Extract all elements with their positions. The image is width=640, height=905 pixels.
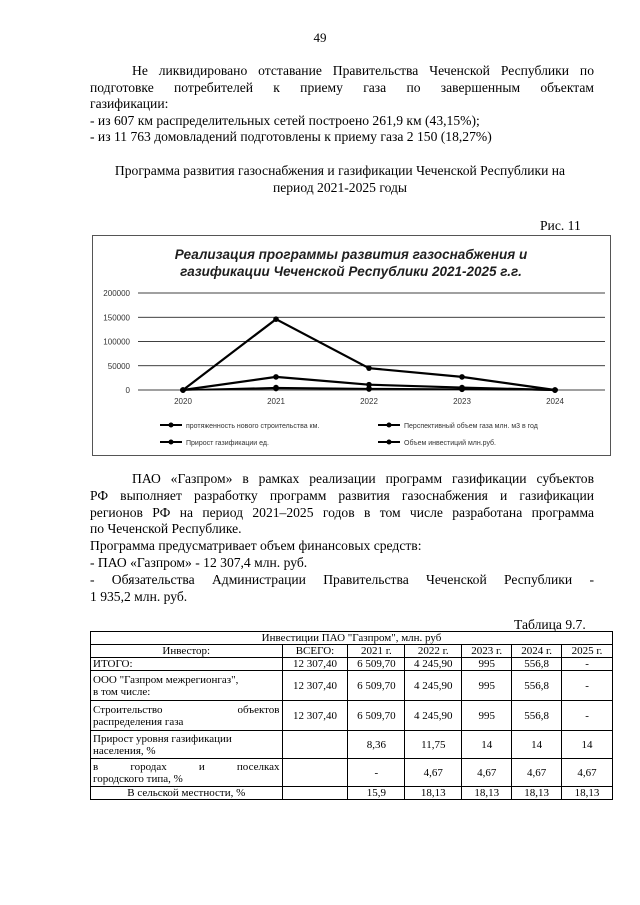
legend-swatch-marker [169,423,174,428]
row-label-line-2: городского типа, % [93,772,183,785]
chart-title-line-1: Реализация программы развития газоснабжения и [174,247,528,262]
cell-2023: 995 [462,701,512,731]
cell-2021: 6 509,70 [348,671,405,701]
legend-label: Объем инвестиций млн.руб. [404,440,497,447]
header-2023: 2023 г. [462,645,512,658]
y-tick-label: 100000 [103,337,130,347]
row-label [91,759,283,787]
intro-line-2: подготовке потребителей к приему газа по завершенным объектам [90,80,594,95]
cell-total [282,759,348,787]
y-tick-label: 150000 [103,313,130,323]
cell-total: 12 307,40 [282,701,348,731]
data-point [459,385,465,391]
legend-swatch-marker [169,440,174,445]
cell-2022: 4 245,90 [405,671,462,701]
data-point [273,316,279,322]
body-p1-line-1: ПАО «Газпром» в рамках реализации программ газификации субъектов [132,471,594,486]
row-label-line-2: населения, % [93,744,156,757]
table-row [91,701,613,731]
legend-label: Прирост газификации ед. [186,440,269,447]
cell-total: 12 307,40 [282,671,348,701]
cell-2024: 556,8 [512,671,562,701]
header-investor: Инвестор: [91,645,283,658]
y-tick-label: 200000 [103,289,130,298]
row-label [91,671,283,701]
cell-2022: 4,67 [405,759,462,787]
cell-2025: - [562,671,613,701]
intro-line-1: Не ликвидировано отставание Правительства Чеченской Республики по [132,63,594,78]
chart-frame [92,235,611,456]
intro-line-3: газификации: [90,96,169,111]
table-caption: Инвестиции ПАО "Газпром", млн. руб [91,632,613,645]
data-point [273,374,279,380]
body-item-2-line-2: 1 935,2 млн. руб. [90,589,188,604]
data-point [366,365,372,371]
cell-total [282,731,348,759]
row-label: В сельской местности, % [91,787,283,800]
body-p2: Программа предусматривает объем финансовых средств: [90,538,422,553]
data-point [552,387,558,393]
cell-2023: 14 [462,731,512,759]
cell-total: 12 307,40 [282,658,348,671]
intro-bullet-1: - из 607 км распределительных сетей построено 261,9 км (43,15%); [90,113,480,128]
row-label [91,701,283,731]
header-2025: 2025 г. [562,645,613,658]
cell-2022: 18,13 [405,787,462,800]
cell-2024: 4,67 [512,759,562,787]
body-item-2-line-1: - Обязательства Администрации Правительства Чеченской Республики - [90,572,594,587]
intro-bullet-2: - из 11 763 домовладений подготовлены к приему газа 2 150 (18,27%) [90,129,492,144]
section-heading-line-2: период 2021-2025 годы [272,180,408,195]
cell-2021: 15,9 [348,787,405,800]
header-total: ВСЕГО: [282,645,348,658]
cell-2025: - [562,658,613,671]
header-2024: 2024 г. [512,645,562,658]
cell-2021: 6 509,70 [348,701,405,731]
cell-2021: - [348,759,405,787]
cell-2025: 18,13 [562,787,613,800]
table-header-row [91,645,613,658]
row-label-line-1: в городах и поселках [93,760,280,773]
cell-2023: 995 [462,671,512,701]
cell-2021: 6 509,70 [348,658,405,671]
cell-2025: 14 [562,731,613,759]
x-tick-label: 2021 [267,397,285,406]
body-item-1: - ПАО «Газпром» - 12 307,4 млн. руб. [90,555,308,570]
series-line [183,319,555,390]
legend-label: Перспективный объем газа млн. м3 в год [404,423,538,430]
legend-label: протяженность нового строительства км. [186,423,320,430]
header-2022: 2022 г. [405,645,462,658]
cell-2024: 14 [512,731,562,759]
body-p1-line-2: РФ выполняет разработку программ развития газоснабжения и газификации [90,488,594,503]
data-point [459,374,465,380]
legend-swatch-marker [387,440,392,445]
cell-2025: - [562,701,613,731]
table-row [91,671,613,701]
legend-swatch-marker [387,423,392,428]
row-label-line-2: в том числе: [93,685,151,698]
figure-label: Рис. 11 [540,218,581,233]
x-tick-label: 2020 [174,397,192,406]
data-point [273,385,279,391]
table-label: Таблица 9.7. [514,617,586,632]
x-tick-label: 2023 [453,397,471,406]
section-heading-line-1: Программа развития газоснабжения и газификации Чеченской Республики на [114,163,566,178]
cell-2022: 4 245,90 [405,701,462,731]
body-p1-line-3: регионов РФ на период 2021–2025 годов в том числе разработана программа [90,505,594,520]
header-2021: 2021 г. [348,645,405,658]
cell-2021: 8,36 [348,731,405,759]
cell-total [282,787,348,800]
table-row [91,658,613,671]
line-chart [93,236,610,455]
cell-2024: 18,13 [512,787,562,800]
data-point [180,387,186,393]
cell-2024: 556,8 [512,658,562,671]
table-row [91,759,613,787]
table-row [91,787,613,800]
chart-title-line-2: газификации Чеченской Республики 2021-2025 г.г. [180,264,522,279]
cell-2024: 556,8 [512,701,562,731]
cell-2022: 4 245,90 [405,658,462,671]
cell-2023: 4,67 [462,759,512,787]
row-label [91,731,283,759]
body-p1-line-4: по Чеченской Республике. [90,521,242,536]
table-caption-row [91,632,613,645]
x-tick-label: 2022 [360,397,378,406]
y-tick-label: 50000 [107,361,130,371]
cell-2025: 4,67 [562,759,613,787]
row-label-line-1: ООО "Газпром межрегионгаз", [93,673,239,686]
row-label-line-2: распределения газа [93,715,184,728]
cell-2022: 11,75 [405,731,462,759]
cell-2023: 18,13 [462,787,512,800]
x-tick-label: 2024 [546,397,564,406]
data-point [366,382,372,388]
row-label-line-1: Строительство объектов [93,703,280,716]
cell-2023: 995 [462,658,512,671]
row-label: ИТОГО: [91,658,283,671]
y-tick-label: 0 [125,386,130,395]
row-label-line-1: Прирост уровня газификации [93,732,232,745]
table-row [91,731,613,759]
investment-table [90,631,613,800]
page-number: 49 [313,30,327,45]
